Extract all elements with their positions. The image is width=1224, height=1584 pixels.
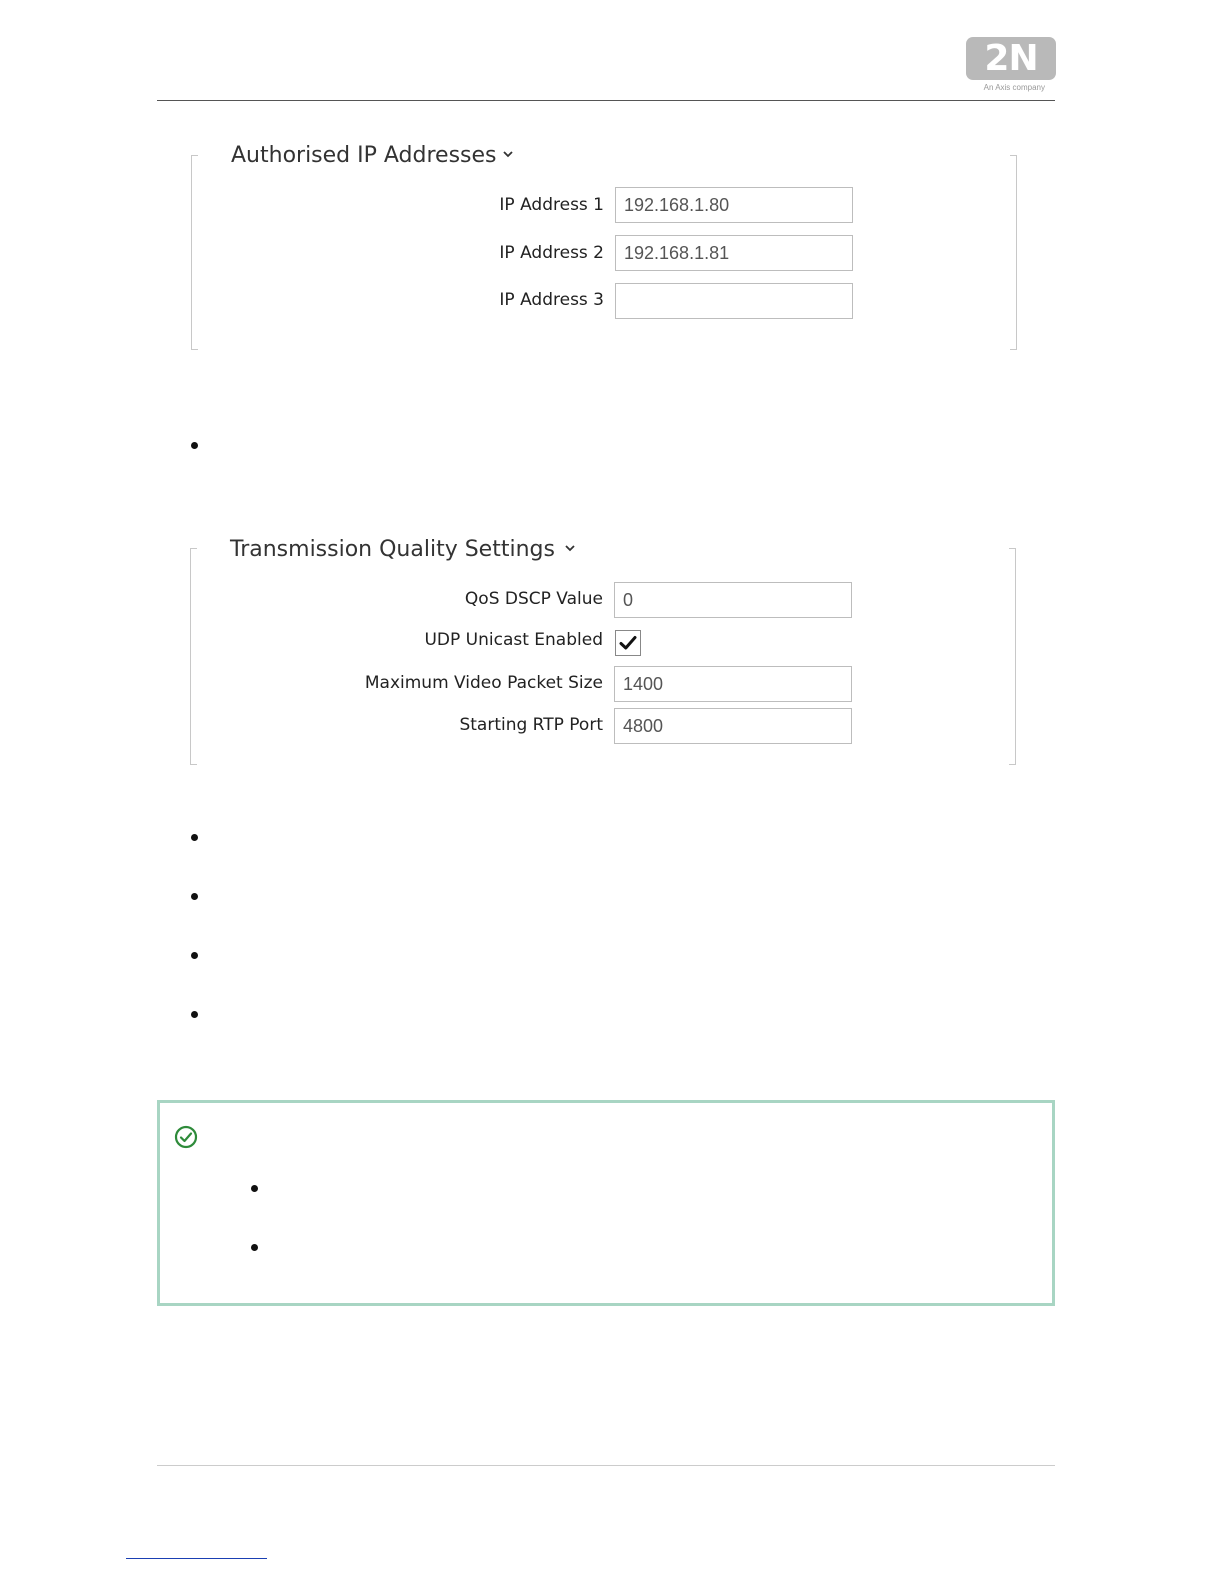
bullet-point — [191, 893, 198, 900]
ip-address-1-label: IP Address 1 — [499, 195, 604, 215]
starting-rtp-port-label: Starting RTP Port — [459, 715, 603, 735]
logo-tagline: An Axis company — [983, 83, 1045, 92]
brand-logo — [966, 37, 1056, 80]
bullet-point — [191, 834, 198, 841]
qos-dscp-input[interactable] — [614, 582, 852, 618]
checkmark-icon — [619, 635, 637, 651]
tip-bullet-point — [251, 1185, 258, 1192]
ip-address-3-input[interactable] — [615, 283, 853, 319]
footer-link-underline[interactable] — [126, 1558, 267, 1559]
header-rule — [157, 100, 1055, 101]
transmission-quality-title[interactable] — [230, 539, 575, 561]
ip-address-2-input[interactable] — [615, 235, 853, 271]
authorised-ip-title-text: Authorised IP Addresses — [231, 143, 497, 168]
tip-bullet-point — [251, 1244, 258, 1251]
max-video-packet-input[interactable] — [614, 666, 852, 702]
ip-address-1-input[interactable] — [615, 187, 853, 223]
check-circle-icon — [174, 1125, 198, 1149]
logo-mark: 2N — [984, 37, 1038, 79]
chevron-down-icon — [503, 148, 513, 160]
bullet-point — [191, 952, 198, 959]
ip-address-3-label: IP Address 3 — [499, 290, 604, 310]
panel-bracket-right — [1010, 155, 1017, 350]
ip-address-2-label: IP Address 2 — [499, 243, 604, 263]
chevron-down-icon — [565, 542, 575, 554]
authorised-ip-title[interactable] — [231, 145, 513, 167]
bullet-point — [191, 1011, 198, 1018]
tip-box — [157, 1100, 1055, 1306]
panel-bracket-left — [191, 155, 198, 350]
qos-dscp-label: QoS DSCP Value — [464, 589, 603, 609]
starting-rtp-port-input[interactable] — [614, 708, 852, 744]
footer-rule — [157, 1465, 1055, 1466]
panel-bracket-left — [190, 548, 197, 765]
transmission-quality-title-text: Transmission Quality Settings — [230, 537, 555, 562]
bullet-point — [191, 442, 198, 449]
udp-unicast-checkbox[interactable] — [615, 630, 641, 656]
udp-unicast-label: UDP Unicast Enabled — [424, 630, 603, 650]
max-video-packet-label: Maximum Video Packet Size — [364, 673, 603, 693]
panel-bracket-right — [1009, 548, 1016, 765]
